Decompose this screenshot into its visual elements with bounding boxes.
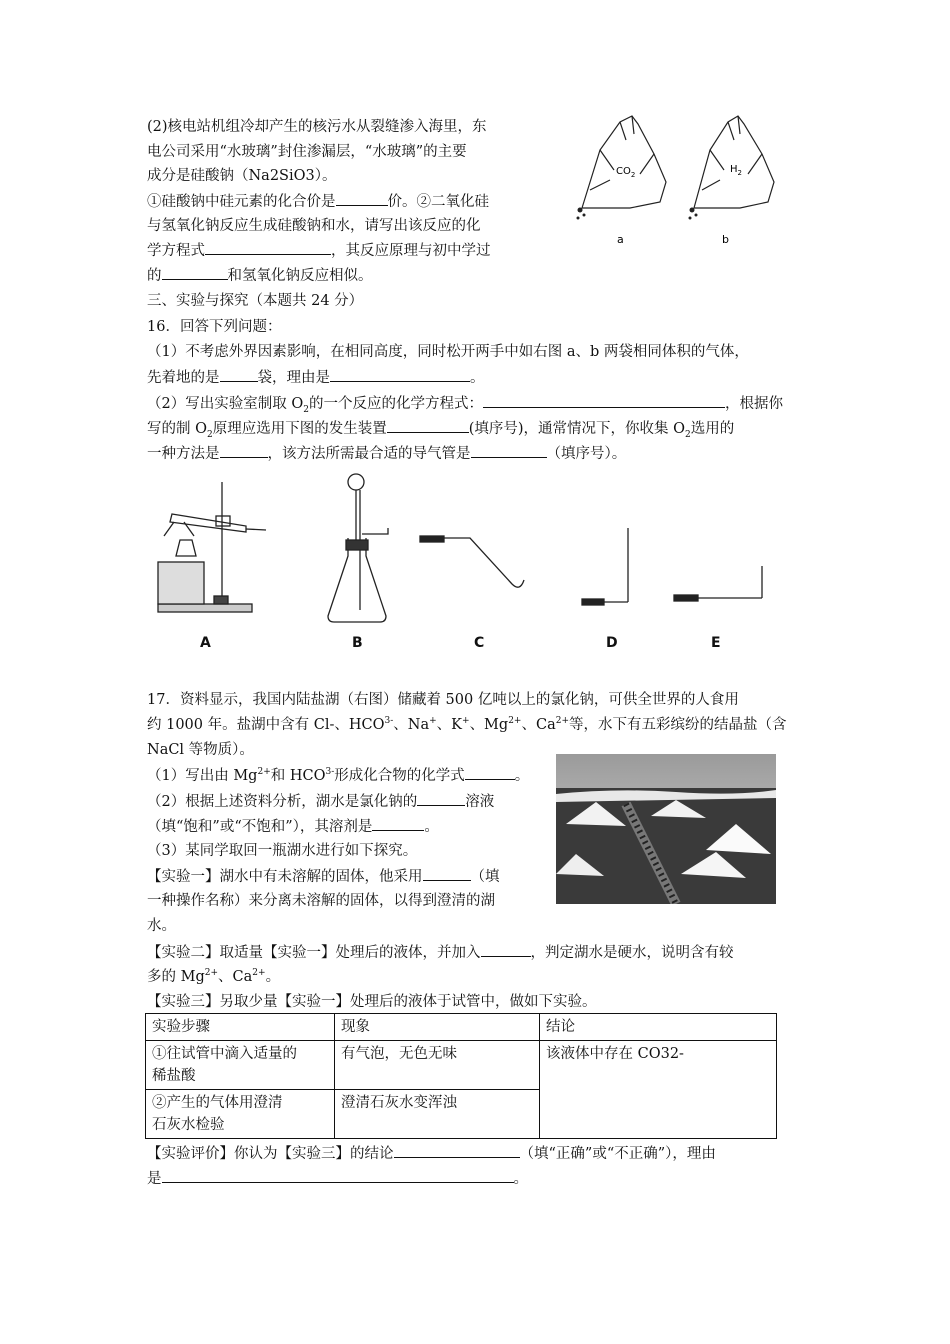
answer-blank[interactable] <box>330 367 470 382</box>
bag-a-gas: $CO_2$ <box>616 166 636 179</box>
answer-blank[interactable] <box>336 191 388 206</box>
exp3-line: 【实验三】另取少量【实验一】处理后的液体于试管中，做如下实验。 <box>147 994 597 1010</box>
exp1-line2: 一种操作名称）来分离未溶解的固体，以得到澄清的湖 <box>147 893 495 909</box>
q17-line1: 17．资料显示，我国内陆盐湖（右图）储藏着 500 亿吨以上的氯化钠，可供全世界的人食用 <box>147 692 739 708</box>
q16-p1-line1: （1）不考虑外界因素影响，在相同高度，同时松开两手中如右图 a、b 两袋相同体积的气体， <box>147 344 749 360</box>
answer-blank[interactable] <box>483 393 725 408</box>
q17-line3: NaCl 等物质）。 <box>147 742 254 758</box>
q15-line4: ①硅酸钠中硅元素的化合价是 价。②二氧化硅 <box>147 191 489 212</box>
bag-b-label: b <box>722 233 729 246</box>
bag-b-gas: $H_2$ <box>730 164 742 177</box>
q17-sub3: （3）某同学取回一瓶湖水进行如下探究。 <box>147 843 418 859</box>
table-row <box>146 1041 777 1090</box>
answer-blank[interactable] <box>465 765 515 780</box>
answer-blank[interactable] <box>417 791 465 806</box>
answer-blank[interactable] <box>162 265 228 280</box>
q17-sub1: （1）写出由 $Mg^{2+}$和 $HCO^{3-}$形成化合物的化学式 。 <box>147 765 529 786</box>
exp2-line2: 多的 $Mg^{2+}$、$Ca^{2+}$。 <box>147 968 281 985</box>
q17-sub2-line2: （填“饱和”或“不饱和”），其溶剂是 。 <box>147 816 439 837</box>
table-header-row <box>146 1014 777 1041</box>
q15-line1: (2)核电站机组冷却产生的核污水从裂缝渗入海里，东 <box>147 119 487 135</box>
evaluation-line2: 是 。 <box>147 1168 528 1189</box>
table-header: 结论 <box>540 1014 777 1041</box>
answer-blank[interactable] <box>220 367 258 382</box>
table-cell-phenomenon: 有气泡，无色无味 <box>335 1041 540 1090</box>
q15-line6: 学方程式 ，其反应原理与初中学过 <box>147 240 491 261</box>
q15-line2: 电公司采用“水玻璃”封住渗漏层，“水玻璃”的主要 <box>147 144 467 160</box>
q16-p1-line2: 先着地的是 袋，理由是 。 <box>147 367 485 388</box>
apparatus-label-b: B <box>352 635 363 651</box>
q17-sub2-line1: （2）根据上述资料分析，湖水是氯化钠的 溶液 <box>147 791 494 812</box>
q15-line7: 的 和氢氧化钠反应相似。 <box>147 265 373 286</box>
table-header: 现象 <box>335 1014 540 1041</box>
answer-blank[interactable] <box>471 443 547 458</box>
table-cell-conclusion: 该液体中存在 CO32- <box>540 1041 777 1139</box>
apparatus-figure <box>150 470 790 660</box>
answer-blank[interactable] <box>220 443 268 458</box>
answer-blank[interactable] <box>423 866 471 881</box>
bag-a-label: a <box>617 233 624 246</box>
evaluation-line1: 【实验评价】你认为【实验三】的结论 （填“正确”或“不正确”），理由 <box>147 1143 716 1164</box>
answer-blank[interactable] <box>394 1143 520 1158</box>
table-header: 实验步骤 <box>146 1014 335 1041</box>
answer-blank[interactable] <box>372 816 424 831</box>
apparatus-label-e: E <box>711 635 721 651</box>
table-cell-step: ②产生的气体用澄清 石灰水检验 <box>146 1090 335 1139</box>
answer-blank[interactable] <box>162 1168 514 1183</box>
section-heading: 三、实验与探究（本题共 24 分） <box>147 293 364 309</box>
q16-p2-line3: 一种方法是 ，该方法所需最合适的导气管是 （填序号）。 <box>147 443 626 464</box>
table-cell-step: ①往试管中滴入适量的 稀盐酸 <box>146 1041 335 1090</box>
exp2-line1: 【实验二】取适量【实验一】处理后的液体，并加入 ，判定湖水是硬水，说明含有较 <box>147 942 734 963</box>
apparatus-label-d: D <box>606 635 618 651</box>
q17-line2: 约 1000 年。盐湖中含有 Cl-、$HCO^{3-}$、Na+、K+、$Mg^{2+}$、$Ca^{2+}$等，水下有五彩缤纷的结晶盐（含 <box>147 716 787 733</box>
answer-blank[interactable] <box>481 942 531 957</box>
exp1-line1: 【实验一】湖水中有未溶解的固体，他采用 （填 <box>147 866 500 887</box>
q16-p2-line1: （2）写出实验室制取 $O_2$的一个反应的化学方程式： ，根据你 <box>147 393 783 414</box>
exp1-line3: 水。 <box>147 918 176 934</box>
q16-title: 16．回答下列问题： <box>147 319 282 335</box>
q16-p2-line2: 写的制 $O_2$原理应选用下图的发生装置 (填序号)，通常情况下，你收集 $O_2$选用的 <box>147 418 734 439</box>
answer-blank[interactable] <box>387 418 469 433</box>
experiment-table <box>145 1013 777 1139</box>
q15-line5: 与氢氧化钠反应生成硅酸钠和水，请写出该反应的化 <box>147 218 481 234</box>
salt-lake-photo <box>556 754 776 904</box>
answer-blank[interactable] <box>205 240 331 255</box>
gas-bags-figure <box>570 110 800 250</box>
table-cell-phenomenon: 澄清石灰水变浑浊 <box>335 1090 540 1139</box>
q15-line3: 成分是硅酸钠（Na2SiO3）。 <box>147 168 337 184</box>
apparatus-label-a: A <box>200 635 211 651</box>
apparatus-label-c: C <box>474 635 485 651</box>
